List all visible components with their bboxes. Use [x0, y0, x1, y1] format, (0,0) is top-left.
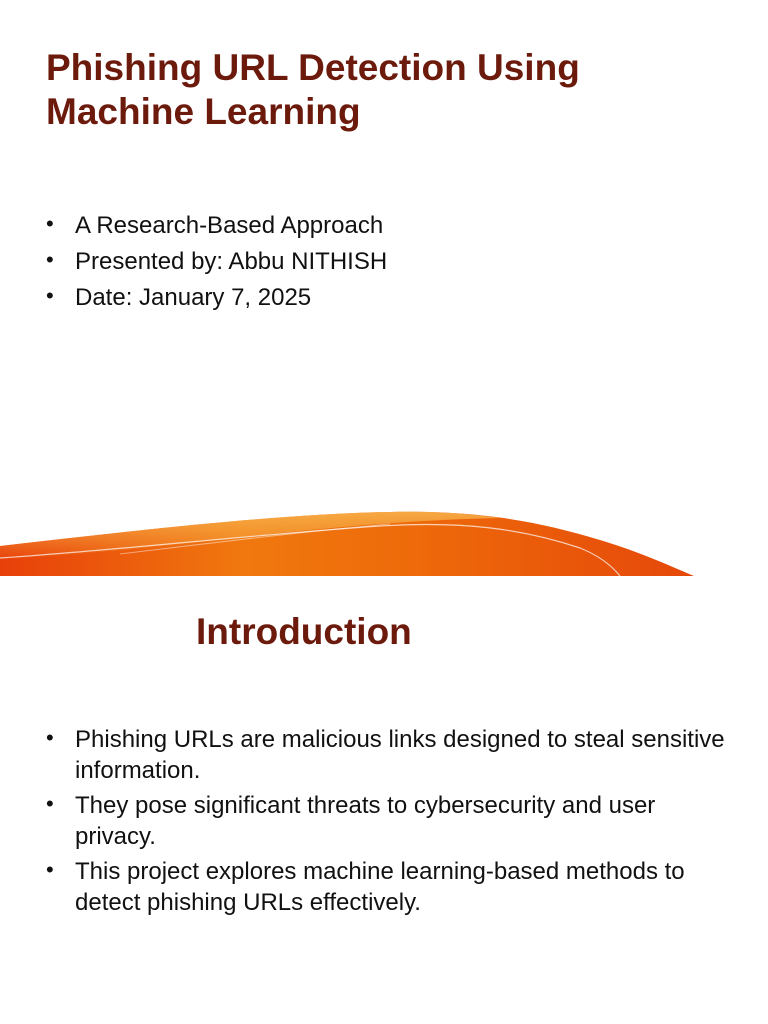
- slide-title-heading: Phishing URL Detection Using Machine Learning: [46, 47, 580, 132]
- slide-title-bullet-list: [46, 211, 726, 319]
- bullet-item: • Date: January 7, 2025: [46, 283, 726, 313]
- bullet-item: • Phishing URLs are malicious links designed to steal sensitive information.: [46, 724, 726, 786]
- bullet-item: • Presented by: Abbu NITHISH: [46, 247, 726, 277]
- bullet-item: • They pose significant threats to cybersecurity and user privacy.: [46, 790, 726, 852]
- orange-wave-decoration: [0, 488, 768, 576]
- bullet-item: • A Research-Based Approach: [46, 211, 726, 241]
- slide-introduction: [0, 576, 768, 1024]
- slide-introduction-bullet-list: [46, 724, 726, 922]
- slide-introduction-heading: Introduction: [196, 611, 412, 652]
- bullet-item: • This project explores machine learning-based methods to detect phishing URLs effectively.: [46, 856, 726, 918]
